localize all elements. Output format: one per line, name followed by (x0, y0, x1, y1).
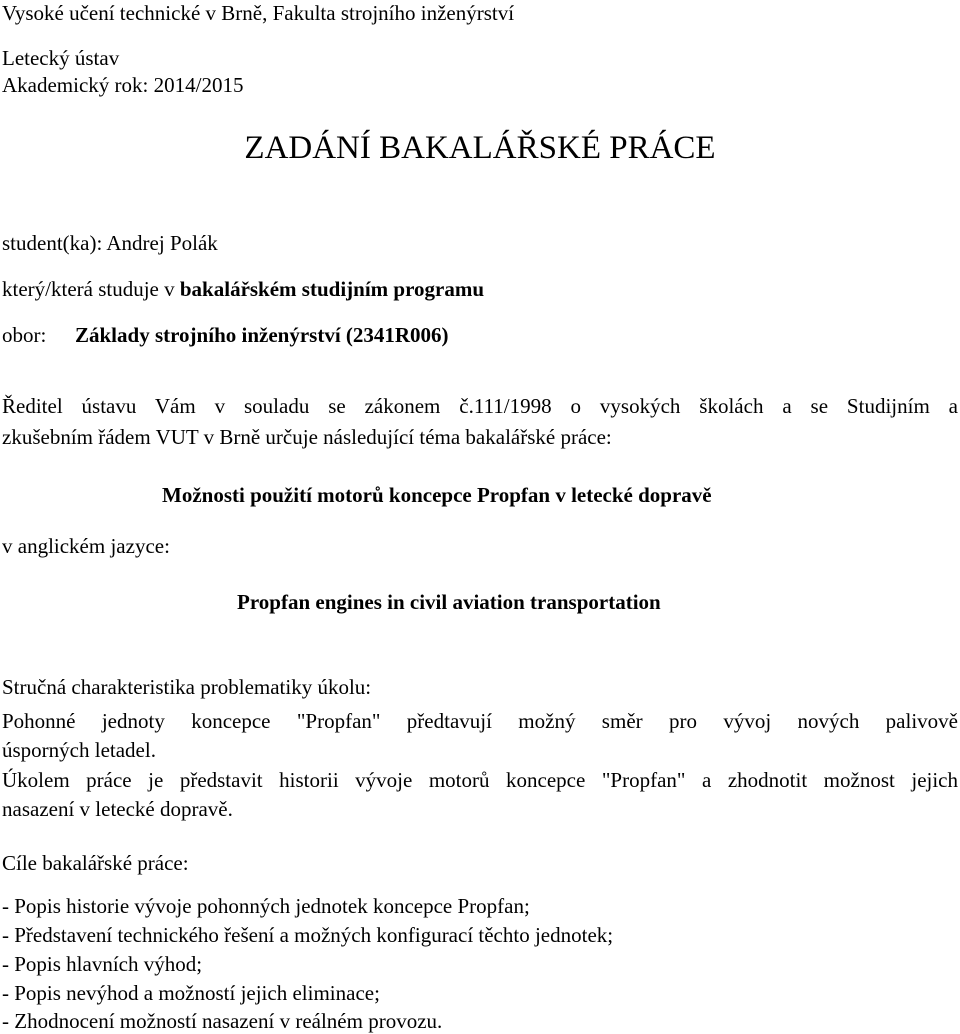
institute-line: Letecký ústav (2, 46, 120, 70)
characteristics-line-2: úsporných letadel. (2, 738, 156, 762)
goal-item: - Popis nevýhod a možností jejich eliminace; (2, 981, 380, 1005)
intro-line-2: zkušebním řádem VUT v Brně určuje následující téma bakalářské práce: (2, 425, 612, 449)
field-value: Základy strojního inženýrství (2341R006) (75, 323, 449, 347)
topic-czech: Možnosti použití motorů koncepce Propfan v letecké dopravě (162, 483, 712, 507)
characteristics-line-3: Úkolem práce je představit historii vývoje motorů koncepce "Propfan" a zhodnotit možnost jejich (2, 768, 958, 792)
intro-line-1: Ředitel ústavu Vám v souladu se zákonem č.111/1998 o vysokých školách a se Studijním a (2, 394, 958, 418)
field-label: obor: (2, 323, 47, 347)
topic-english: Propfan engines in civil aviation transportation (237, 590, 661, 614)
program-line (2, 276, 484, 302)
english-label: v anglickém jazyce: (2, 534, 170, 558)
program-prefix: který/která studuje v (2, 277, 180, 301)
goal-item: - Představení technického řešení a možných konfigurací těchto jednotek; (2, 923, 614, 947)
goal-item: - Popis historie vývoje pohonných jednotek koncepce Propfan; (2, 894, 530, 918)
document-title-text: ZADÁNÍ BAKALÁŘSKÉ PRÁCE (244, 130, 716, 166)
university-line: Vysoké učení technické v Brně, Fakulta strojního inženýrství (2, 1, 515, 25)
characteristics-line-4: nasazení v letecké dopravě. (2, 797, 233, 821)
characteristics-line-1: Pohonné jednoty koncepce "Propfan" předtavují možný směr pro vývoj nových palivově (2, 709, 958, 733)
characteristics-heading: Stručná charakteristika problematiky úkolu: (2, 675, 372, 699)
goals-heading: Cíle bakalářské práce: (2, 851, 189, 875)
goal-item: - Zhodnocení možností nasazení v reálném provozu. (2, 1009, 443, 1033)
program-name: bakalářském studijním programu (179, 277, 485, 301)
goal-item: - Popis hlavních výhod; (2, 952, 203, 976)
student-line: student(ka): Andrej Polák (2, 231, 218, 255)
document-title (0, 128, 960, 168)
academic-year-line: Akademický rok: 2014/2015 (2, 73, 244, 97)
